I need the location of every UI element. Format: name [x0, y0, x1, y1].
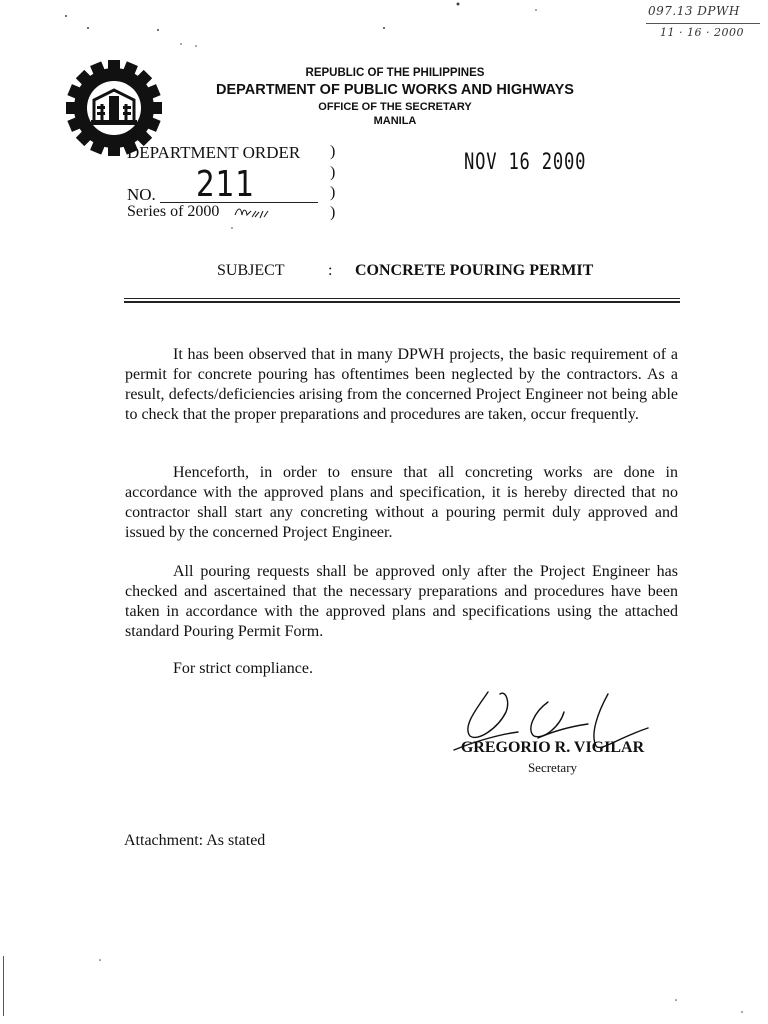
date-stamp: NOV 16 2000 — [464, 150, 587, 175]
department-order-label: DEPARTMENT ORDER — [127, 143, 301, 162]
order-number-label: NO. — [127, 185, 156, 204]
order-paren: ) — [330, 164, 336, 181]
signatory-name: GREGORIO R. VIGILAR — [460, 739, 645, 756]
subject-colon: : — [328, 262, 333, 279]
letterhead-department: DEPARTMENT OF PUBLIC WORKS AND HIGHWAYS — [216, 82, 574, 98]
body-paragraph-1: It has been observed that in many DPWH projects, the basic requirement of a permit for concrete pouring has oftentimes been neglected by the contractors. As a result, defects/deficiencies arising from the concerned Project Engineer not being able to check that the proper preparations and procedures are taken, occur frequently. — [125, 346, 678, 423]
attachment-note: Attachment: As stated — [124, 832, 266, 849]
subject-divider — [124, 298, 680, 299]
body-paragraph-2: Henceforth, in order to ensure that all concreting works are done in accordance with the approved plans and specification, it is hereby directed that no contractor shall start any concreting without a pouring permit duly approved and issued by the concerned Project Engineer. — [125, 464, 678, 541]
order-number-value: 211 — [196, 164, 255, 205]
subject-divider — [124, 301, 680, 303]
letterhead-office: OFFICE OF THE SECRETARY — [318, 101, 472, 113]
initials-scribble-icon — [233, 203, 273, 225]
corner-handwritten-note — [640, 4, 762, 48]
corner-note-line-1: 097.13 DPWH — [648, 4, 740, 18]
subject-value: CONCRETE POURING PERMIT — [355, 262, 594, 279]
letterhead-city: MANILA — [373, 115, 417, 127]
closing-line: For strict compliance. — [173, 660, 313, 677]
subject-label: SUBJECT — [217, 262, 285, 279]
corner-note-line-2: 11 · 16 · 2000 — [660, 26, 744, 39]
series-label: Series of 2000 — [127, 203, 220, 220]
corner-note-rule — [646, 23, 760, 24]
order-paren: ) — [330, 204, 336, 221]
body-paragraph-3: All pouring requests shall be approved only after the Project Engineer has checked and ascertained that the necessary preparations and procedures have been taken in accordance with the approved plans and specifications using the attached standard Pouring Permit Form. — [125, 563, 678, 640]
order-paren: ) — [330, 143, 336, 160]
letterhead-republic: REPUBLIC OF THE PHILIPPINES — [305, 67, 485, 79]
signatory-title: Secretary — [527, 760, 578, 775]
order-paren: ) — [330, 184, 336, 201]
